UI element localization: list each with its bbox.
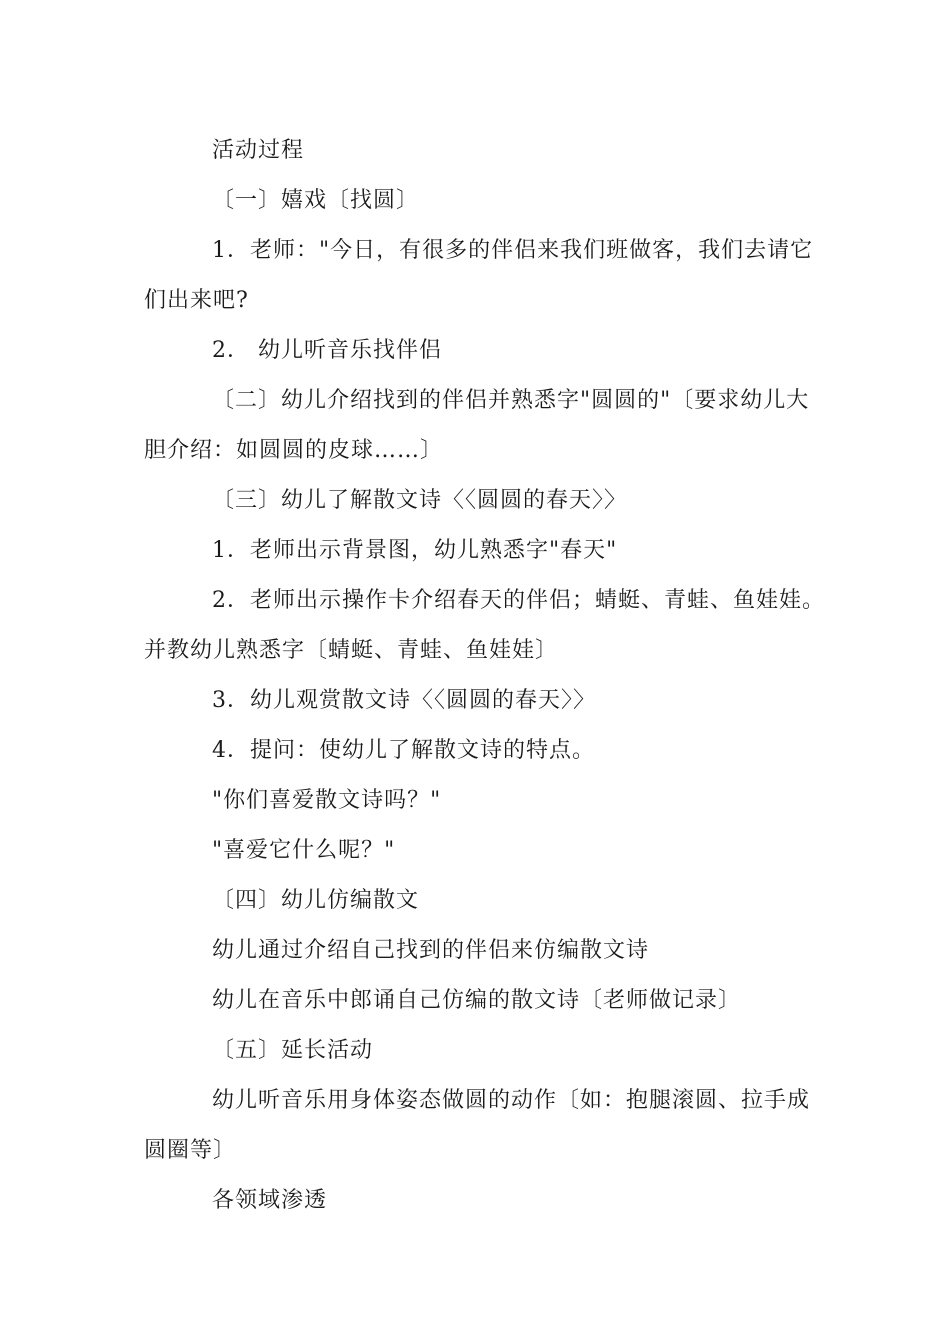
paragraph-line: 1．老师出示背景图，幼儿熟悉字"春天" [212,538,618,563]
subsection-heading-2: 〔二〕幼儿介绍找到的伴侣并熟悉字"圆圆的"〔要求幼儿大 [212,388,810,413]
subsection-heading-4: 〔四〕幼儿仿编散文 [212,888,420,913]
paragraph-line: 并教幼儿熟悉字〔蜻蜓、青蛙、鱼娃娃〕 [144,638,559,663]
paragraph-line: 3．幼儿观赏散文诗〈〈圆圆的春天〉〉 [212,688,596,713]
paragraph-line: 幼儿听音乐用身体姿态做圆的动作〔如：抱腿滚圆、拉手成 [212,1088,811,1113]
paragraph-line: 1．老师："今日，有很多的伴侣来我们班做客，我们去请它 [212,238,814,263]
paragraph-line: 幼儿通过介绍自己找到的伴侣来仿编散文诗 [212,938,650,963]
subsection-heading-3: 〔三〕幼儿了解散文诗〈〈圆圆的春天〉〉 [212,488,628,513]
question-line: "喜爱它什么呢？" [212,838,396,863]
section-heading-domain-integration: 各领域渗透 [212,1188,328,1213]
question-line: "你们喜爱散文诗吗？" [212,788,442,813]
section-heading-activity-process: 活动过程 [212,138,305,163]
paragraph-line: 胆介绍：如圆圆的皮球……〕 [144,438,444,463]
subsection-heading-5: 〔五〕延长活动 [212,1038,374,1063]
paragraph-line: 幼儿在音乐中郎诵自己仿编的散文诗〔老师做记录〕 [212,988,742,1013]
paragraph-line: 2．老师出示操作卡介绍春天的伴侣；蜻蜓、青蛙、鱼娃娃。 [212,588,825,613]
paragraph-line: 2． 幼儿听音乐找伴侣 [212,338,442,363]
paragraph-line: 4．提问：使幼儿了解散文诗的特点。 [212,738,595,763]
paragraph-line: 圆圈等〕 [144,1138,237,1163]
subsection-heading-1: 〔一〕嬉戏〔找圆〕 [212,188,420,213]
paragraph-line: 们出来吧? [144,288,249,313]
